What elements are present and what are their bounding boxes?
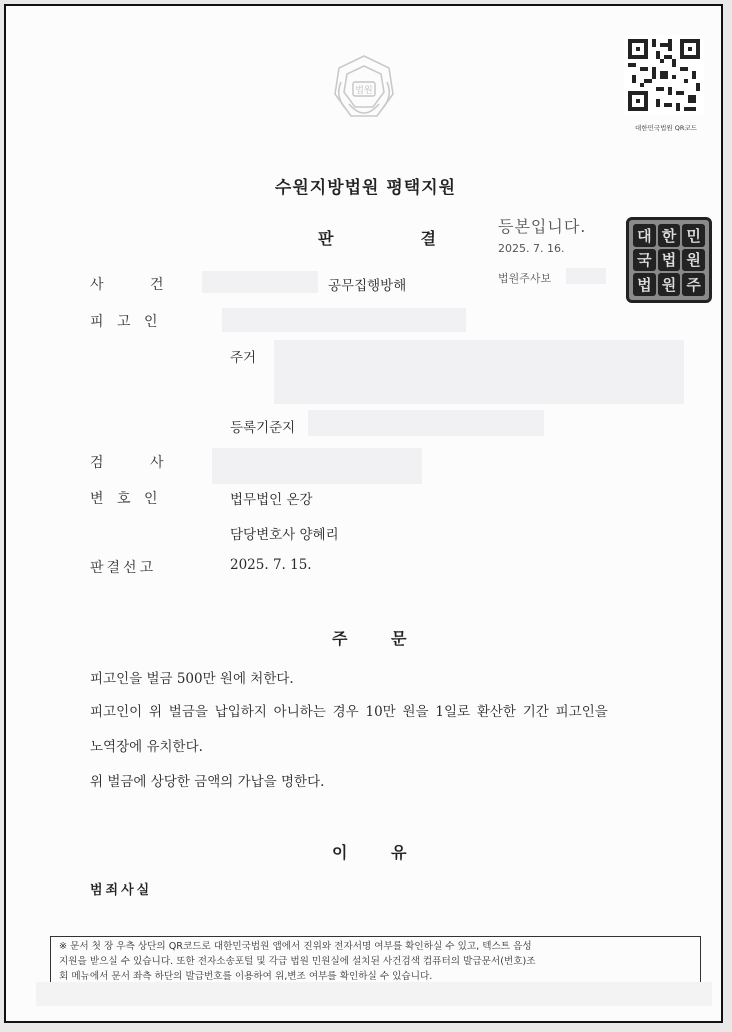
seal-char: 원 — [682, 249, 705, 272]
doc-type-char-2: 결 — [420, 229, 436, 248]
doc-type-char-1: 판 — [318, 229, 334, 248]
order-line-2: 피고인이 위 벌금을 납입하지 아니하는 경우 10만 원을 1일로 환산한 기간 피고인을 — [90, 704, 608, 720]
crime-facts-heading: 범죄사실 — [90, 883, 153, 898]
notice-line: 회 메뉴에서 문서 좌측 하단의 발급번호를 이용하여 위,변조 여부를 확인하실 수 있습니다. — [59, 971, 433, 982]
registry-redaction — [308, 410, 544, 436]
copy-date: 2025. 7. 16. — [498, 242, 565, 255]
notice-line: 지원을 받으실 수 있습니다. 또한 전자소송포털 및 각급 법원 민원실에 설치된 사건검색 컴퓨터의 발급문서(번호)조 — [59, 956, 536, 967]
seal-char: 법 — [658, 249, 681, 272]
defendant-name-redaction — [222, 308, 466, 332]
order-line-3: 노역장에 유치한다. — [90, 739, 203, 755]
prosecutor-redaction — [212, 448, 422, 484]
seal-char: 한 — [658, 224, 681, 247]
reason-heading: 이 유 — [332, 843, 407, 862]
emblem-label: 법원 — [355, 86, 373, 96]
notice-line: ※ 문서 첫 장 우측 상단의 QR코드로 대한민국법원 앱에서 진위와 전자서명 여부를 확인하실 수 있고, 텍스트 음성 — [59, 941, 532, 952]
attorney: 담당변호사 양혜리 — [230, 527, 339, 543]
seal-char: 민 — [682, 224, 705, 247]
copy-certified: 등본입니다. — [498, 217, 587, 236]
seal-char: 주 — [682, 273, 705, 296]
official-seal — [626, 217, 712, 303]
seal-char: 대 — [633, 224, 656, 247]
judgment-page — [4, 4, 723, 1023]
qr-code-icon — [624, 34, 704, 116]
label-counsel: 변 호 인 — [90, 491, 158, 507]
label-case: 사 건 — [90, 277, 164, 293]
officer-name-redaction — [566, 268, 606, 284]
label-defendant: 피 고 인 — [90, 314, 158, 330]
order-line-4: 위 벌금에 상당한 금액의 가납을 명한다. — [90, 774, 325, 790]
court-emblem-icon — [331, 52, 397, 124]
address-label: 주거 — [230, 350, 257, 366]
case-number-redaction — [202, 271, 318, 293]
issue-number-redaction — [36, 982, 712, 1006]
verification-notice — [50, 936, 701, 986]
order-line-1: 피고인을 벌금 500만 원에 처한다. — [90, 671, 294, 687]
doc-type-heading — [318, 226, 436, 249]
court-name: 수원지방법원 평택지원 — [274, 178, 457, 198]
seal-char: 법 — [633, 273, 656, 296]
address-redaction — [274, 340, 684, 404]
seal-char: 국 — [633, 249, 656, 272]
qr-code[interactable] — [624, 34, 704, 116]
law-firm: 법무법인 온강 — [230, 492, 313, 508]
qr-caption: 대한민국법원 QR코드 — [635, 124, 697, 132]
label-sentencing-date: 판결선고 — [90, 560, 157, 576]
order-heading: 주 문 — [332, 629, 407, 648]
registry-label: 등록기준지 — [230, 420, 296, 436]
label-prosecutor: 검 사 — [90, 455, 164, 471]
case-name: 공무집행방해 — [328, 278, 407, 294]
copy-officer: 법원주사보 — [498, 272, 552, 285]
sentencing-date: 2025. 7. 15. — [230, 557, 312, 573]
seal-char: 원 — [658, 273, 681, 296]
